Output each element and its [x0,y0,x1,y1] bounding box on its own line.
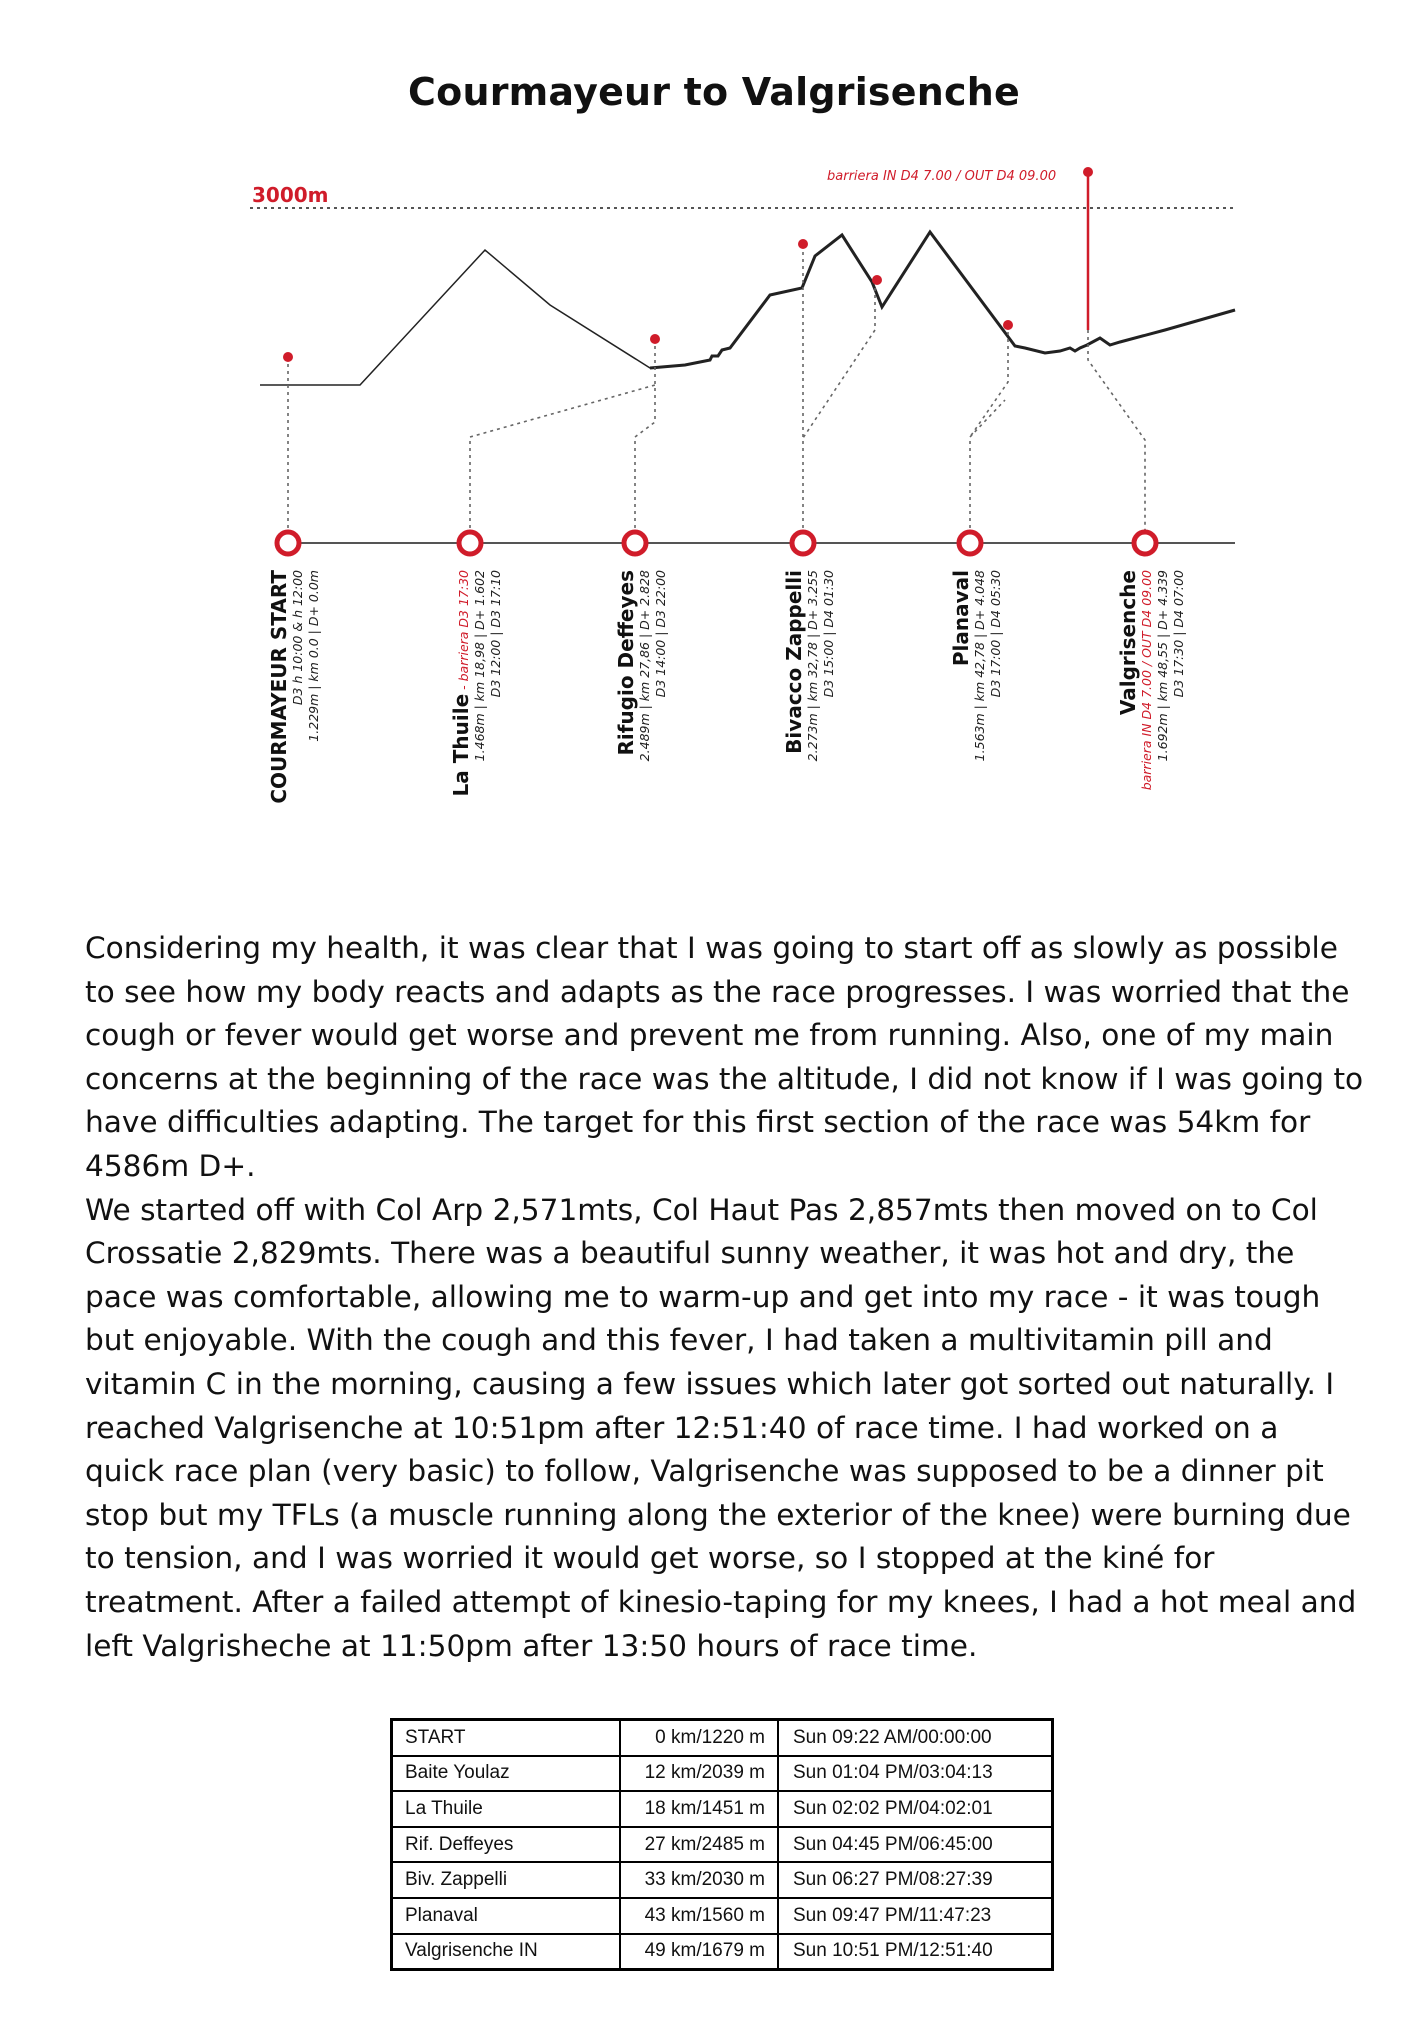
station-label [449,570,503,796]
profile-dot-5 [1003,320,1013,330]
elevation-line-bold [650,232,1235,368]
station-label [949,570,1003,761]
checkpoint-cell: Valgrisenche IN [392,1934,621,1970]
station-info: 2.273m | km 32,78 | D+ 3.255 [805,570,820,762]
profile-dot-2 [650,334,660,344]
time-cell: Sun 02:02 PM/04:02:01 [778,1791,1053,1827]
barrier-dot [1083,167,1093,177]
checkpoint-cell: START [392,1720,621,1756]
station-info: D3 h 10:00 & h 12:00 [290,570,305,706]
station-label [267,570,321,804]
time-cell: Sun 09:47 PM/11:47:23 [778,1898,1053,1934]
table-row [392,1720,1053,1756]
station-name: Valgrisenche [1116,570,1140,716]
distance-cell: 33 km/2030 m [620,1862,778,1898]
station-label [1116,570,1186,790]
station-marker [1134,532,1156,554]
profile-dot-3 [798,239,808,249]
profile-dot-4 [872,275,882,285]
station-name: Rifugio Deffeyes [614,570,638,756]
time-cell: Sun 10:51 PM/12:51:40 [778,1934,1053,1970]
checkpoint-cell: Baite Youlaz [392,1756,621,1792]
paragraph: We started off with Col Arp 2,571mts, Col Haut Pas 2,857mts then moved on to Col Crossatie 2,829mts. There was a beautiful sunny weather, it was hot and dry, the pace was comfortable, allowing me to warm-up and get into my race - it was tough but enjoyable. With the cough and this fever, I had taken a multivitamin pill and vitamin C in the morning, causing a few issues which later got sorted out naturally. I reached Valgrisenche at 10:51pm after 12:51:40 of race time. I had worked on a quick race plan (very basic) to follow, Valgrisenche was supposed to be a dinner pit stop but my TFLs (a muscle running along the exterior of the knee) were burning due to tension, and I was worried it would get worse, so I stopped at the kiné for treatment. After a failed attempt of kinesio-taping for my knees, I had a hot meal and left Valgrisheche at 11:50pm after 13:50 hours of race time. [85,1192,1357,1663]
body-text [85,927,1365,1668]
table-row [392,1934,1053,1970]
distance-cell: 27 km/2485 m [620,1827,778,1863]
splits-table [390,1718,1054,1971]
time-cell: Sun 09:22 AM/00:00:00 [778,1720,1053,1756]
table-row [392,1862,1053,1898]
profile-dot-1 [283,352,293,362]
station-marker [959,532,981,554]
barrier-label: barriera IN D4 7.00 / OUT D4 09.00 [827,169,1057,184]
station-info: 1.692m | km 48,55 | D+ 4.339 [1155,570,1170,762]
station-name: Bivacco Zappelli [782,570,806,754]
time-cell: Sun 06:27 PM/08:27:39 [778,1862,1053,1898]
paragraph: Considering my health, it was clear that I was going to start off as slowly as possible to see how my body reacts and adapts as the race progresses. I was worried that the cough or fever would get worse and prevent me from running. Also, one of my main concerns at the beginning of the race was the altitude, I did not know if I was going to have difficulties adapting. The target for this first section of the race was 54km for 4586m D+. [85,931,1364,1183]
station-info: 2.489m | km 27,86 | D+ 2.828 [637,570,652,762]
station-info: D3 12:00 | D3 17:10 [488,570,503,698]
time-cell: Sun 04:45 PM/06:45:00 [778,1827,1053,1863]
distance-cell: 18 km/1451 m [620,1791,778,1827]
station-info: 1.563m | km 42,78 | D+ 4.048 [972,570,987,762]
station-barrier: barriera IN D4 7.00 / OUT D4 09.00 [1139,570,1154,791]
checkpoint-cell: Rif. Deffeyes [392,1827,621,1863]
station-marker [624,532,646,554]
table-row [392,1827,1053,1863]
station-info: D3 14:00 | D3 22:00 [653,570,668,698]
station-label [782,570,836,761]
station-info: D3 17:30 | D4 07:00 [1171,570,1186,698]
station-marker [459,532,481,554]
station-info: D3 17:00 | D4 05:30 [988,570,1003,698]
table-row [392,1791,1053,1827]
distance-cell: 12 km/2039 m [620,1756,778,1792]
station-name: Planaval [949,570,973,667]
checkpoint-cell: La Thuile [392,1791,621,1827]
altitude-reference-label: 3000m [252,183,329,207]
time-cell: Sun 01:04 PM/03:04:13 [778,1756,1053,1792]
station-label [614,570,668,761]
table-row [392,1898,1053,1934]
distance-cell: 49 km/1679 m [620,1934,778,1970]
station-connectors [288,250,1145,535]
page-title: Courmayeur to Valgrisenche [408,70,1020,114]
station-info: 1.229m | km 0.0 | D+ 0.0m [306,570,321,742]
elevation-profile [230,150,1240,830]
station-marker [792,532,814,554]
station-name: COURMAYEUR START [267,570,291,804]
station-marker [277,532,299,554]
checkpoint-cell: Planaval [392,1898,621,1934]
station-info: D3 15:00 | D4 01:30 [821,570,836,698]
station-info: 1.468m | km 18,98 | D+ 1.602 [472,570,487,762]
checkpoint-cell: Biv. Zappelli [392,1862,621,1898]
distance-cell: 0 km/1220 m [620,1720,778,1756]
table-row [392,1756,1053,1792]
station-name: La Thuile - barriera D3 17:30 [449,570,473,797]
distance-cell: 43 km/1560 m [620,1898,778,1934]
